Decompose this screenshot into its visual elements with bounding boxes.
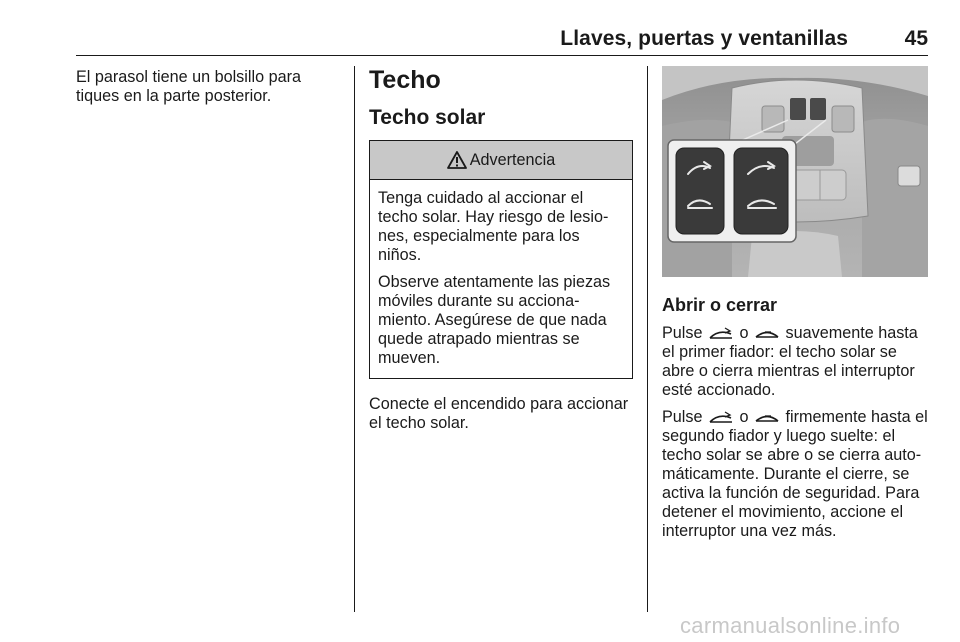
warning-title: Advertencia [469, 150, 556, 169]
open-close-heading: Abrir o cerrar [662, 295, 778, 315]
warning-triangle-icon [447, 151, 467, 169]
press-lead-2: Pulse [662, 408, 703, 426]
press-or-2: o [739, 408, 749, 426]
ignition-paragraph: Conecte el encendido para accionar el techo solar. [369, 395, 629, 432]
warning-body [370, 180, 632, 378]
watermark: carmanualsonline.info [680, 613, 901, 638]
sunroof-open-icon [707, 410, 735, 424]
warning-header [370, 141, 632, 180]
column-1 [76, 68, 346, 106]
gentle-press-paragraph [662, 324, 928, 400]
firm-press-paragraph [662, 408, 928, 541]
header-rule [76, 55, 928, 56]
warning-box [369, 140, 633, 379]
column-3 [662, 66, 928, 549]
subsection-heading: Techo solar [369, 106, 486, 129]
warning-paragraph-2: Observe atentamente las piezas móviles durante su acciona-miento. Asegúrese de que nada quede atrapado mientras se mueven. [378, 273, 611, 367]
column-divider-left [354, 66, 355, 612]
header-title: Llaves, puertas y ventanillas [560, 27, 848, 50]
section-heading: Techo [369, 66, 441, 94]
page-number: 45 [904, 27, 928, 50]
warning-paragraph-1: Tenga cuidado al accionar el techo solar. Hay riesgo de lesio-nes, especialmente para los niños. [378, 189, 609, 264]
sun-visor-text: El parasol tiene un bolsillo para tiques en la parte posterior. [76, 68, 301, 105]
press-rest-1: suavemente hasta el primer fiador: el techo solar se abre o cierra mientras el interruptor esté accionado. [662, 324, 918, 399]
column-divider-right [647, 66, 648, 612]
press-or-1: o [739, 324, 749, 342]
press-lead-1: Pulse [662, 324, 703, 342]
column-2 [369, 66, 635, 433]
sunroof-close-icon [753, 410, 781, 424]
press-rest-2: firmemente hasta el segundo fiador y luego suelte: el techo solar se abre o se cierra auto-máticamente. Durante el cierre, se activa la función de seguridad. Para detener el movimiento, accione el interruptor una vez más. [662, 408, 928, 540]
sunroof-switch-photo [662, 66, 928, 277]
sunroof-open-icon [707, 326, 735, 340]
sunroof-close-icon [753, 326, 781, 340]
